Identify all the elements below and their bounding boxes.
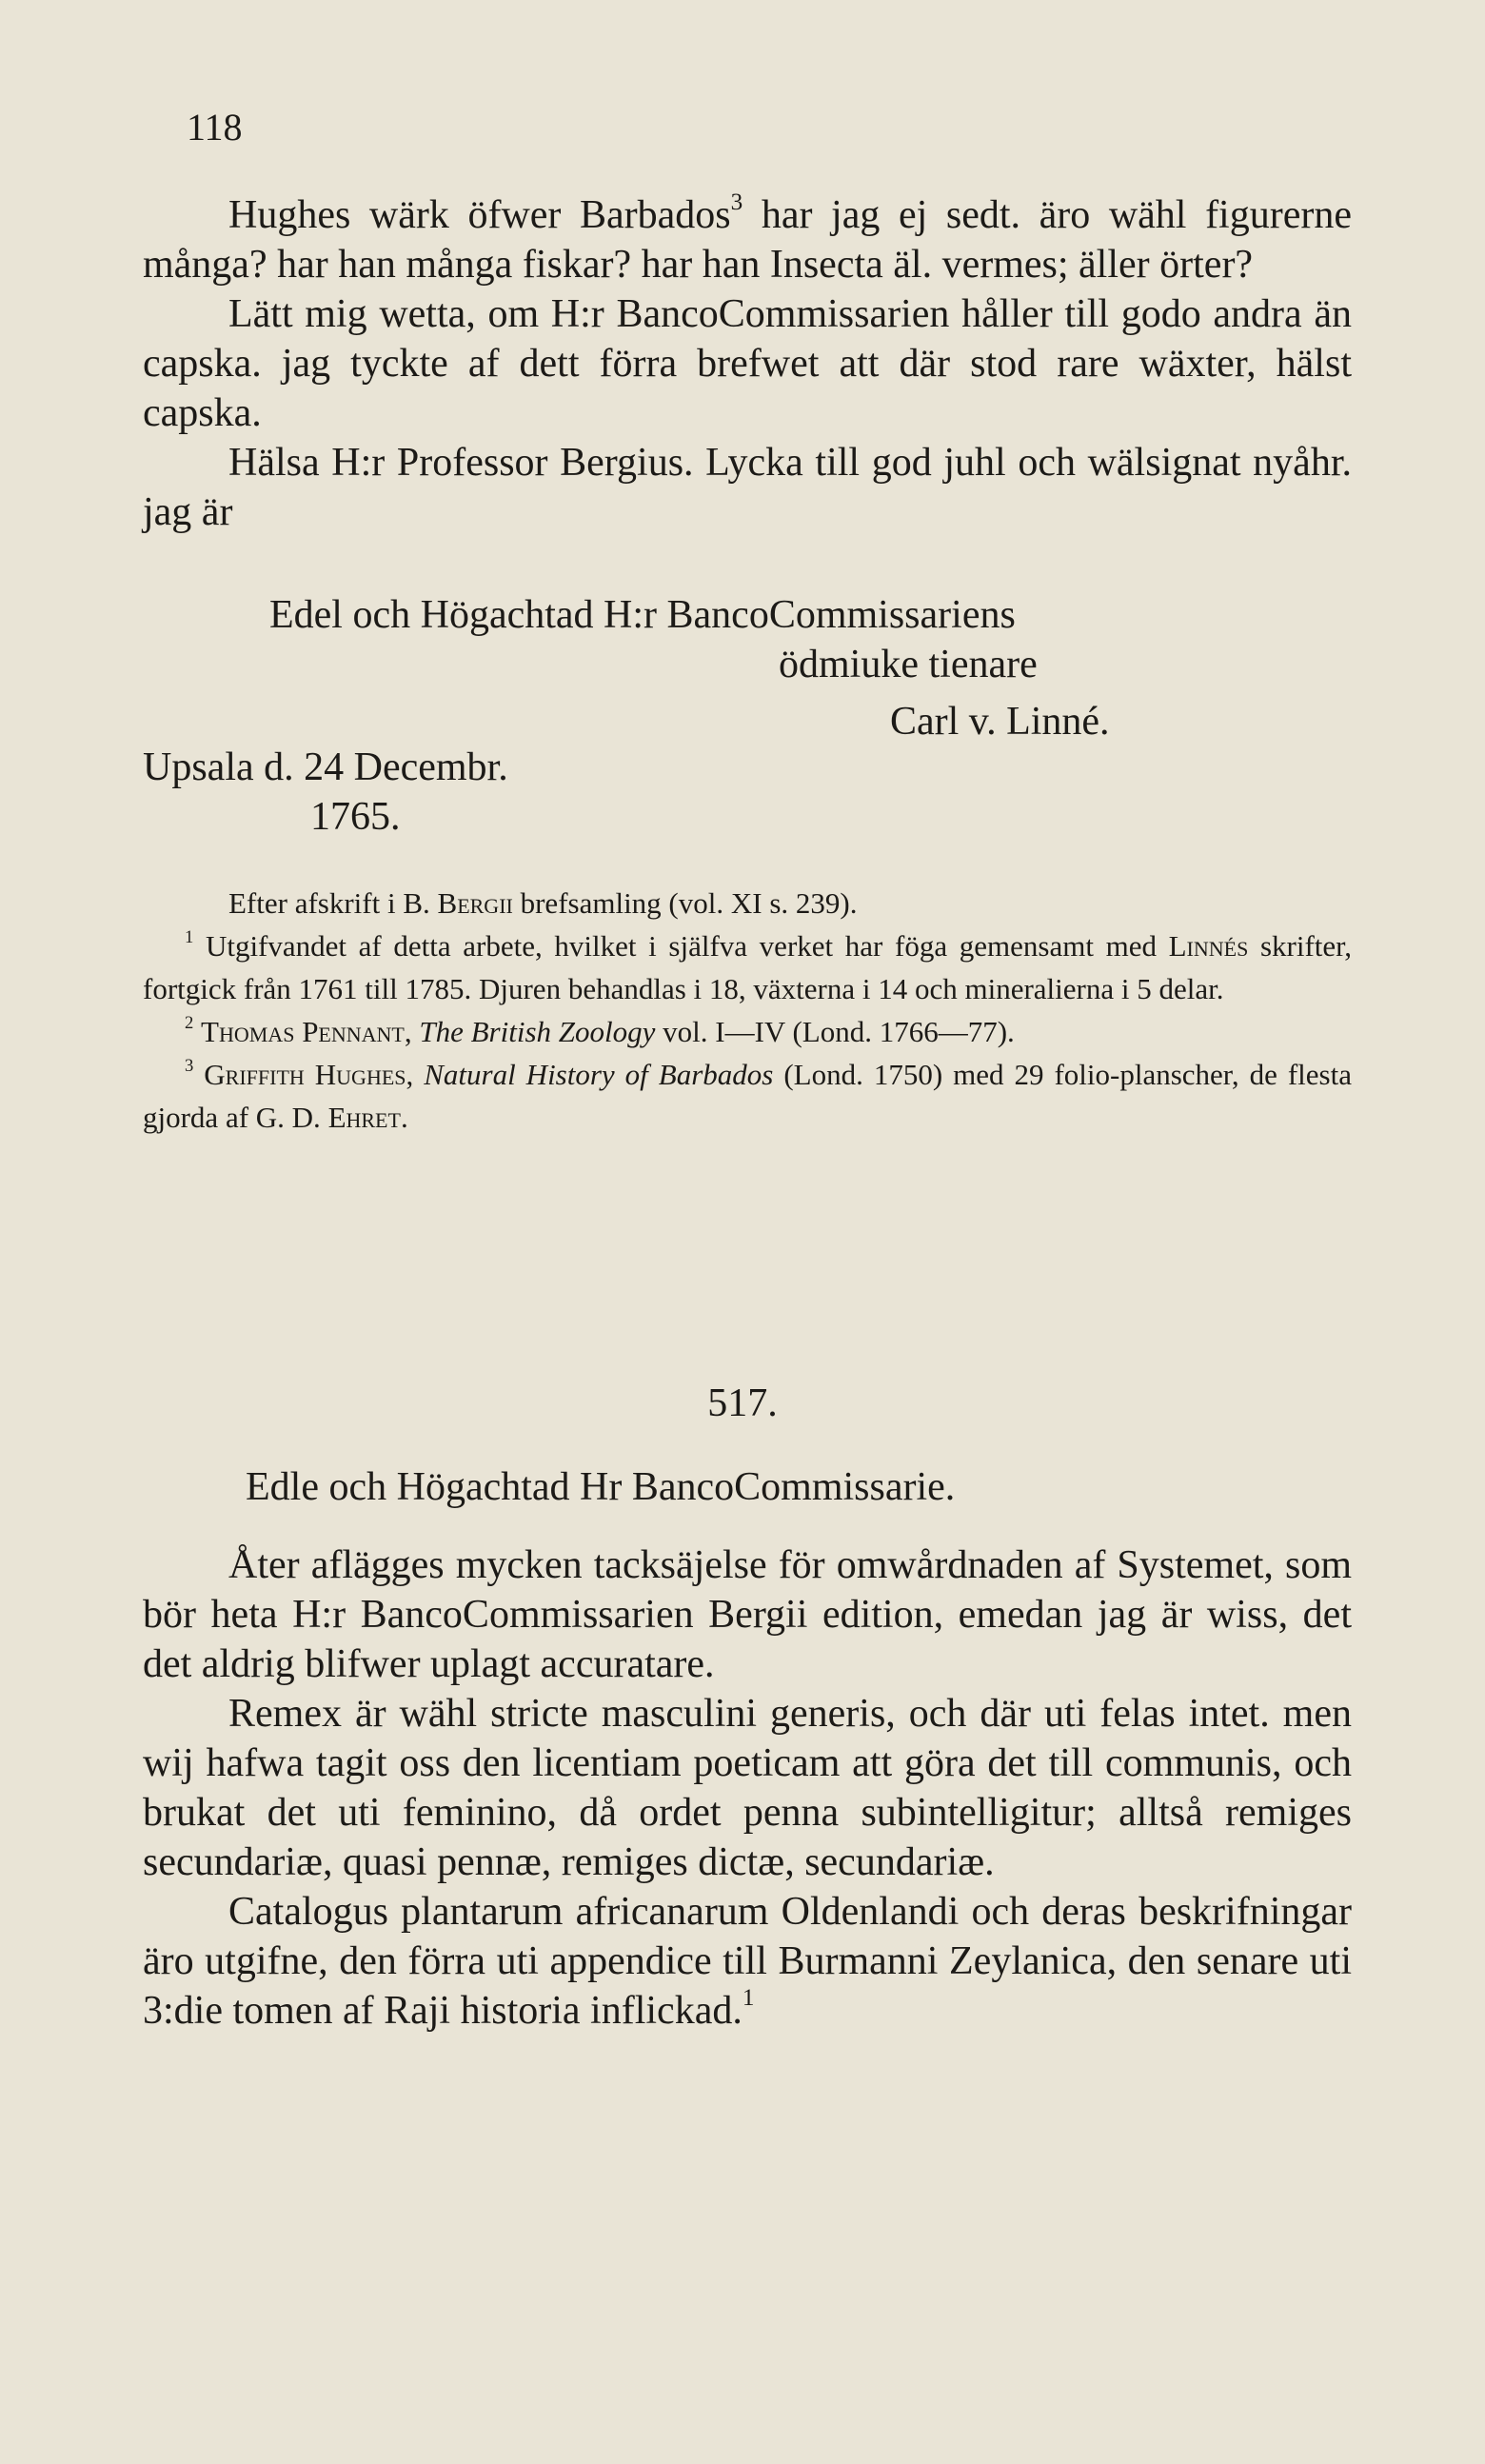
paragraph: Remex är wähl stricte masculini generis, och där uti felas intet. men wij hafwa tagit oss den licentiam poeticam att göra det till communis, och brukat det uti feminino, då ordet penna subintelligitur; alltså remiges secundariæ, quasi pennæ, remiges dictæ, secundariæ.	[143, 1692, 1352, 1884]
place-date: Upsala d. 24 Decembr.	[143, 745, 508, 789]
footnote-3: $^3$ Griffith Hughes, Natural History of Barbados (Lond. 1750) med 29 folio-planscher, de flesta gjorda af G. D. Ehret.	[143, 1056, 1352, 1134]
salutation: Edle och Högachtad Hr BancoCommissarie.	[246, 1465, 956, 1509]
letter-516-body	[143, 190, 1352, 537]
letter-number: 517.	[707, 1381, 778, 1425]
closing-line: ödmiuke tienare	[779, 643, 1038, 686]
page-number: 118	[187, 106, 243, 149]
footnotes	[143, 882, 1352, 1139]
closing-line: Edel och Högachtad H:r BancoCommissariens	[269, 593, 1016, 637]
paragraph: Lätt mig wetta, om H:r BancoCommissarien håller till godo andra än capska. jag tyckte af dett förra brefwet att där stod rare wäxter, hälst capska.	[143, 292, 1352, 435]
year: 1765.	[310, 795, 401, 839]
paragraph: Hälsa H:r Professor Bergius. Lycka till god juhl och wälsignat nyåhr. jag är	[143, 441, 1352, 534]
source-note: Efter afskrift i B. Bergii brefsamling (vol. XI s. 239).	[228, 886, 858, 920]
footnote-2: $^2$ Thomas Pennant, The British Zoology vol. I—IV (Lond. 1766—77).	[185, 1013, 1015, 1048]
signature: Carl v. Linné.	[890, 700, 1110, 744]
letter-517-body	[143, 1540, 1352, 2036]
paragraph: Catalogus plantarum africanarum Oldenlandi och deras beskrifningar äro utgifne, den förra uti appendice till Burmanni Zeylanica, den senare uti 3:die tomen af Raji historia inflickad.$^1$	[143, 1890, 1352, 2033]
footnote-1: $^1$ Utgifvandet af detta arbete, hvilket i själfva verket har föga gemensamt med Linnés skrifter, fortgick från 1761 till 1785. Djuren behandlas i 18, växterna i 14 och mineralierna i 5 delar.	[143, 927, 1353, 1005]
paragraph: Hughes wärk öfwer Barbados$^3$ har jag ej sedt. äro wähl figurerne många? har han många fiskar? har han Insecta äl. vermes; äller örter?	[143, 189, 1352, 287]
paragraph: Åter aflägges mycken tacksäjelse för omwårdnaden af Systemet, som bör heta H:r BancoCommissarien Bergii edition, emedan jag är wiss, det det aldrig blifwer uplagt accuratare.	[143, 1543, 1352, 1686]
